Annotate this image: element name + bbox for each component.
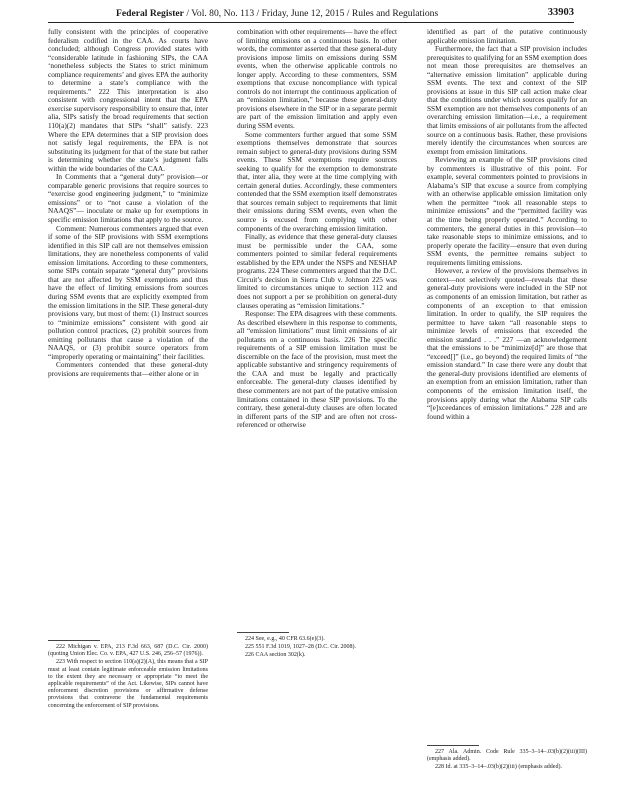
paragraph: Finally, as evidence that these general-duty clauses must be permissible under the CAA, some commenters pointed to similar federal requirements established by the EPA under the NSPS and NESHAP programs. 224 These commenters argued that the D.C. Circuit’s decision in Sierra Club v. Johnson 225 was limited to circumstances unique to section 112 and does not support a per se prohibition on general-duty clauses operating as “emission limitations.” <box>237 232 397 310</box>
text-column-1 <box>48 28 208 378</box>
paragraph: Reviewing an example of the SIP provisions cited by commenters is illustrative of this point. For example, several commenters pointed to provisions in Alabama’s SIP that excuse a source from complying with an otherwise applicable emission limitation only when the permittee “took all reasonable steps to minimize emissions” and the “permitted facility was at the time being properly operated.” According to commenters, the general duties in this provision—to take reasonable steps to minimize emissions, and to properly operate the facility—ensure that even during SSM events, the permittee remains subject to requirements limiting emissions. <box>427 155 587 267</box>
footnote-rule <box>48 640 100 641</box>
footnote: 225 551 F.3d 1019, 1027–28 (D.C. Cir. 2008). <box>245 644 357 651</box>
footnote: 222 Michigan v. EPA, 213 F.3d 663, 687 (D.C. Cir. 2000) (quoting Union Elec. Co. v. EPA, 427 U.S. 246, 256–57 (1976)). <box>48 644 208 658</box>
footnote: 227 Ala. Admin. Code Rule 335–3–14–.03(b)(2)(iii)(III) (emphasis added). <box>427 749 587 763</box>
paragraph: Furthermore, the fact that a SIP provision includes prerequisites to qualifying for an SSM exemption does not mean those prerequisites are themselves an “alternative emission limitation” applicable during SSM events. The text and context of the SIP provisions at issue in this SIP call action make clear that the conditions under which sources qualify for an SSM exemption are not themselves components of an overarching emission limitation—i.e., a requirement that limits emissions of air pollutants from the affected source on a continuous basis. Rather, these provisions merely identify the circumstances when sources are exempt from emission limitations. <box>427 44 587 156</box>
page-header <box>48 8 574 23</box>
paragraph: fully consistent with the principles of cooperative federalism codified in the CAA. As courts have concluded; although Congress provided states with “considerable latitude in fashioning SIPs, the CAA ‘nonetheless subjects the States to strict minimum compliance requirements’ and gives EPA the authority to determine a state’s compliance with the requirements.” 222 This interpretation is also consistent with congressional intent that the EPA exercise supervisory responsibility to ensure that, inter alia, SIPs satisfy the broad requirements that section 110(a)(2) mandates that SIPs “shall” satisfy. 223 Where the EPA determines that a SIP provision does not satisfy legal requirements, the EPA is not substituting its judgment for that of the state but rather is determining whether the state’s judgment falls within the wide boundaries of the CAA. <box>48 27 208 173</box>
footnote: 224 See, e.g., 40 CFR 63.6(e)(3). <box>245 636 325 642</box>
issue-info: / Vol. 80, No. 113 / Friday, June 12, 2015 / Rules and Regulations <box>186 8 439 19</box>
text-column-3 <box>427 28 587 421</box>
page-number: 33903 <box>547 7 574 18</box>
footnote-rule <box>427 745 479 746</box>
paragraph: However, a review of the provisions themselves in context—not selectively quoted—reveals that these general-duty provisions were included in the SIP not as components of an emission limitation, but rather as components of an exception to that emission limitation. In order to qualify, the SIP requires the permittee to have taken “all reasonable steps to minimize levels of emissions that exceeded the emission standard . . .” 227 —an acknowledgement that the emissions to be “minimize[d]” are those that “exceed[]” (i.e., go beyond) the required limits of “the emission standard.” In case there were any doubt that the general-duty provisions identified are elements of an exemption from an emission limitation, rather than components of the emission limitation itself, the provisions apply during what the Alabama SIP calls “[e]xceedances of emission limitations.” 228 and are found within a <box>427 266 587 421</box>
running-head <box>116 8 438 19</box>
footnote: 223 With respect to section 110(a)(2)(A), this means that a SIP must at least contain legitimate enforceable emission limitations to the extent they are necessary or appropriate “to meet the applicable requirements” of the Act. Likewise, SIPs cannot have enforcement discretion provisions or affirmative defense provisions that contravene the fundamental requirements concerning the enforcement of SIP provisions. <box>48 659 208 709</box>
footnote-rule <box>237 632 289 633</box>
footnotes-column-2 <box>237 636 397 661</box>
paragraph: Comment: Numerous commenters argued that even if some of the SIP provisions with SSM exemptions identified in this SIP call are not themselves emission limitations, they are nonetheless components of valid emission limitations. According to these commenters, some SIPs contain separate “general duty” provisions that are not affected by SSM exemptions and thus have the effect of limiting emissions from sources during SSM events that are explicitly exempted from the emission limitations in the SIP. These general-duty provisions vary, but most of them: (1) Instruct sources to “minimize emissions” consistent with good air pollution control practices, (2) prohibit sources from emitting pollutants that cause a violation of the NAAQS, or (3) prohibit source operators from “improperly operating or maintaining” their facilities. <box>48 223 208 361</box>
publication-title: Federal Register <box>116 8 184 19</box>
footnotes-column-1 <box>48 644 208 711</box>
paragraph: Response: The EPA disagrees with these comments. As described elsewhere in this response to comments, all “emission limitations” must limit emissions of air pollutants on a continuous basis. 226 The specific requirements of a SIP emission limitation must be discernible on the face of the provision, must meet the applicable substantive and stringency requirements of the CAA and must be legally and practically enforceable. The general-duty clauses identified by these commenters are not part of the putative emission limitations contained in these SIP provisions. To the contrary, these general-duty clauses are often located in different parts of the SIP and are often not cross-referenced or otherwise <box>237 309 397 430</box>
footnotes-column-3 <box>427 749 587 773</box>
paragraph: Commenters contended that these general-duty provisions are requirements that—either alone or in <box>48 360 208 378</box>
paragraph: In Comments that a “general duty” provision—or comparable generic provisions that require sources to “exercise good engineering judgment,” to “minimize emissions” or to “not cause a violation of the NAAQS”— inoculate or make up for exemptions in specific emission limitations that apply to the source. <box>48 172 208 225</box>
paragraph: identified as part of the putative continuously applicable emission limitation. <box>427 27 587 45</box>
text-column-2 <box>237 28 397 430</box>
footnote: 226 CAA section 302(k). <box>245 652 306 659</box>
paragraph: Some commenters further argued that some SSM exemptions themselves demonstrate that sources remain subject to general-duty provisions during SSM events. These SSM exemptions require sources seeking to qualify for the exemption to demonstrate that, inter alia, they were at the time complying with certain general duties. Accordingly, these commenters contended that the SSM exemption itself demonstrates that sources remain subject to requirements that limit their emissions during SSM events, even when the source is excused from complying with other components of the overarching emission limitation. <box>237 129 397 233</box>
paragraph: combination with other requirements— have the effect of limiting emissions on a continuous basis. In other words, the commenter asserted that these general-duty provisions impose limits on emissions during SSM events, when the otherwise applicable controls no longer apply. According to these commenters, SSM exemptions that excuse noncompliance with typical controls do not interrupt the continuous application of an “emission limitation,” because these general-duty provisions elsewhere in the SIP or in a separate permit are part of the emission limitation and apply even during SSM events. <box>237 27 397 131</box>
footnote: 228 Id. at 335–3–14–.03(b)(2)(iii) (emphasis added). <box>435 764 562 771</box>
